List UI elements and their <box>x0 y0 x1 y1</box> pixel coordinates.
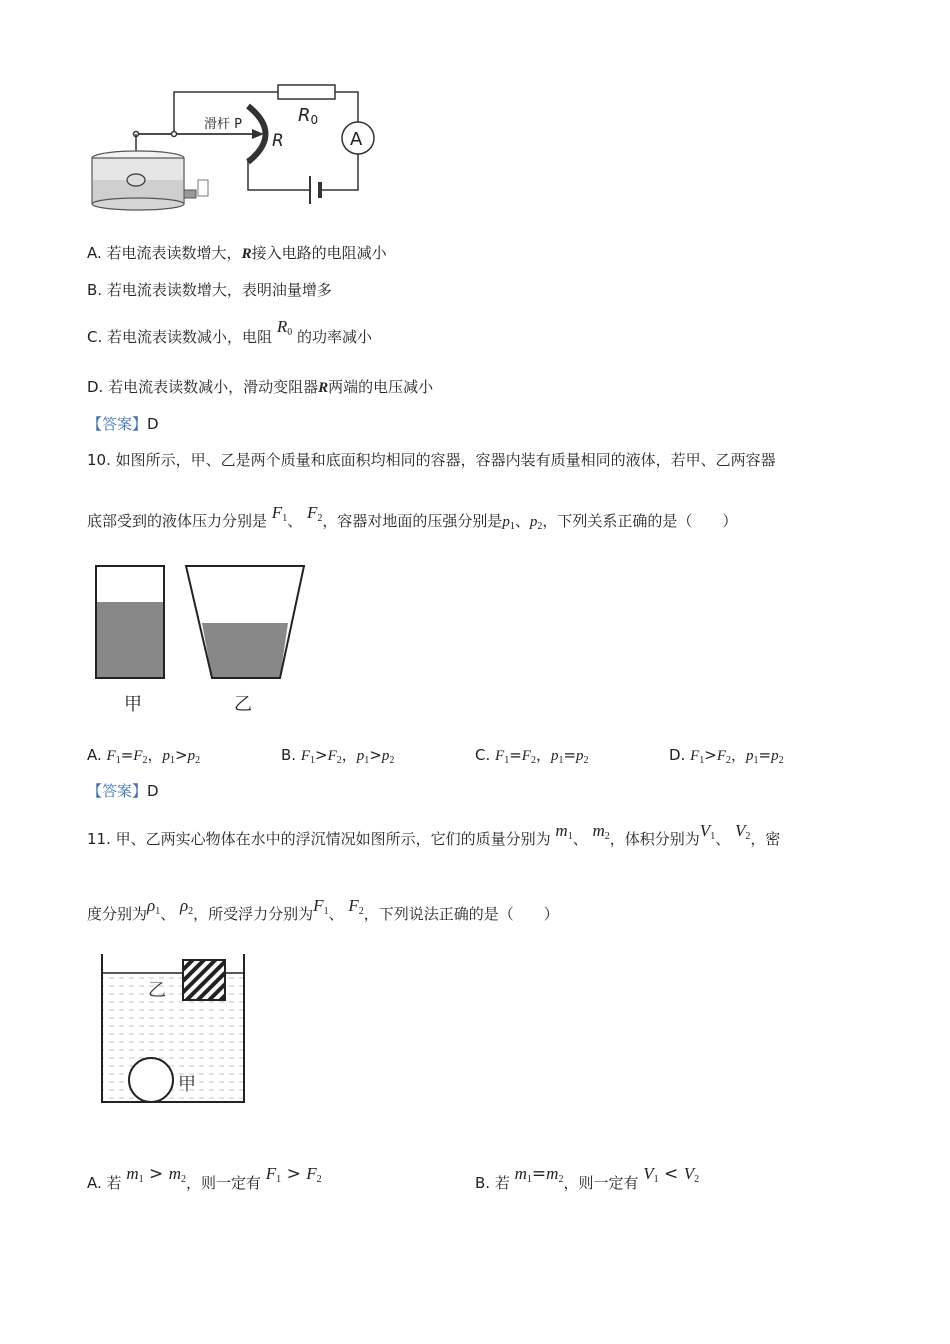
force-f2: $F_2$ <box>327 748 342 766</box>
q11-stem-line2: 度分别为$\rho_1$、 $\rho_2$，所受浮力分别为$F_1$、 $F_2$，下列说法正确的是（ ） <box>87 896 559 923</box>
force-f1: $F_1$ <box>106 748 121 766</box>
option-text: 若电流表读数减小，电阻 <box>107 328 273 346</box>
buoyancy-f1: $F_1$ <box>313 896 329 917</box>
buoyancy-f2: $F_2$ <box>348 896 364 917</box>
relation: > <box>174 746 188 764</box>
buoyancy-f1: $F_1$ <box>265 1164 282 1185</box>
resistor-r0 <box>278 85 335 99</box>
pressure-p1: $p_1$ <box>746 748 759 766</box>
mass-m1: $m_1$ <box>126 1164 144 1185</box>
containers-figure <box>90 560 330 720</box>
pressure-p1: $p_1$ <box>356 748 370 766</box>
object-jia-sphere <box>129 1058 173 1102</box>
ammeter-label: A <box>350 129 363 150</box>
option-letter: C. <box>87 328 103 346</box>
q10-option-a[interactable]: A. $F_1=F_2$，$p_1>p_2$ <box>87 746 201 766</box>
option-text: 若电流表读数增大，表明油量增多 <box>106 281 332 299</box>
volume-v1: $V_1$ <box>643 1164 659 1185</box>
q10-option-c[interactable]: C. $F_1=F_2$，$p_1=p_2$ <box>475 746 589 766</box>
pressure-p2: $p_2$ <box>529 514 543 532</box>
relation: > <box>315 746 328 764</box>
relation: > <box>369 746 382 764</box>
mass-m1: $m_1$ <box>555 821 573 842</box>
oil-gauge-circuit-figure <box>88 78 388 218</box>
option-text: 若电流表读数增大， <box>106 244 242 262</box>
answer-value: D <box>147 782 159 800</box>
float <box>127 174 145 186</box>
container-yi-label: 乙 <box>234 694 252 715</box>
relation: > <box>286 1164 301 1184</box>
option-text: 接入电路的电阻减小 <box>251 244 387 262</box>
container-jia-liquid <box>96 602 164 678</box>
variable-r0: $R_0$ <box>276 317 293 338</box>
force-f1: $F_1$ <box>300 748 316 766</box>
mass-m2: $m_2$ <box>168 1164 186 1185</box>
force-f1: $F_1$ <box>690 748 705 766</box>
option-text: 两端的电压减小 <box>328 378 434 396</box>
tank-tap <box>184 190 196 198</box>
option-text: 的功率减小 <box>297 328 373 346</box>
variable-r: R <box>318 380 329 396</box>
relation: = <box>531 1164 547 1184</box>
variable-resistor-label: R <box>272 131 284 151</box>
option-text: 若电流表读数减小，滑动变阻器 <box>108 378 319 396</box>
relation: > <box>149 1164 164 1184</box>
pressure-p1: $p_1$ <box>162 748 175 766</box>
relation: > <box>704 746 717 764</box>
option-letter: B. <box>87 281 103 299</box>
q11-option-b[interactable]: B. 若 $m_1=m_2$，则一定有 $V_1 < V_2$ <box>475 1164 700 1192</box>
answer-tag: 【答案】 <box>87 415 148 433</box>
q11-stem-line1: 11. 甲、乙两实心物体在水中的浮沉情况如图所示，它们的质量分别为 $m_1$、 $m_2$，体积分别为$V_1$、 $V_2$，密 <box>87 821 781 848</box>
relation: = <box>563 746 577 764</box>
mass-m2: $m_2$ <box>592 821 610 842</box>
volume-v2: $V_2$ <box>683 1164 700 1185</box>
slider-label: 滑杆 P <box>204 117 242 132</box>
relation: < <box>664 1164 679 1184</box>
mass-m2: $m_2$ <box>546 1164 564 1185</box>
object-yi-block <box>183 960 225 1000</box>
q9-option-d[interactable] <box>87 376 433 397</box>
circuit-wire-left <box>248 158 310 190</box>
q10-answer <box>87 780 159 801</box>
container-yi-liquid <box>202 623 288 678</box>
q9-answer <box>87 413 159 434</box>
q11-option-a[interactable]: A. 若 $m_1 > m_2$，则一定有 $F_1 > F_2$ <box>87 1164 322 1192</box>
buoyancy-f2: $F_2$ <box>306 1164 322 1185</box>
pressure-p2: $p_2$ <box>381 748 395 766</box>
option-letter: A. <box>87 244 102 262</box>
object-jia-label: 甲 <box>178 1074 196 1095</box>
q9-option-b[interactable] <box>87 279 332 300</box>
q10-option-d[interactable]: D. $F_1>F_2$，$p_1=p_2$ <box>669 746 784 766</box>
answer-value: D <box>147 415 159 433</box>
container-jia-label: 甲 <box>124 694 142 715</box>
q10-stem-line1: 10. 如图所示，甲、乙是两个质量和底面积均相同的容器，容器内装有质量相同的液体，若甲、乙两容器 <box>87 451 776 469</box>
force-f2: $F_2$ <box>716 748 732 766</box>
relation: = <box>758 746 772 764</box>
variable-r: R <box>241 246 252 262</box>
pressure-p2: $p_2$ <box>771 748 784 766</box>
oil-tank-bottom <box>92 198 184 210</box>
option-letter: D. <box>87 378 104 396</box>
force-f2: $F_2$ <box>133 748 148 766</box>
q10-stem-line2: 底部受到的液体压力分别是 $F_1$、 $F_2$，容器对地面的压强分别是$p_1$、$p_2$，下列关系正确的是（ ） <box>87 503 738 532</box>
density-rho2: $\rho_2$ <box>179 896 194 917</box>
pressure-p2: $p_2$ <box>187 748 201 766</box>
force-f2: $F_2$ <box>306 503 323 524</box>
density-rho1: $\rho_1$ <box>147 896 161 917</box>
floating-objects-figure <box>98 950 258 1110</box>
mass-m1: $m_1$ <box>514 1164 532 1185</box>
circuit-wire-right <box>335 92 358 122</box>
relation: = <box>120 746 134 764</box>
force-f1: $F_1$ <box>271 503 288 524</box>
pressure-p2: $p_2$ <box>576 748 589 766</box>
q10-option-b[interactable]: B. $F_1>F_2$，$p_1>p_2$ <box>281 746 395 766</box>
relation: = <box>509 746 522 764</box>
circuit-wire-bottom <box>322 154 358 190</box>
volume-v1: $V_1$ <box>699 821 716 842</box>
force-f2: $F_2$ <box>521 748 536 766</box>
junction-dot <box>172 132 177 137</box>
resistor-r0-label: R0 <box>298 105 319 127</box>
q9-option-a[interactable] <box>87 242 387 263</box>
pressure-p1: $p_1$ <box>502 514 515 532</box>
volume-v2: $V_2$ <box>734 821 751 842</box>
pressure-p1: $p_1$ <box>550 748 564 766</box>
force-f1: $F_1$ <box>495 748 510 766</box>
answer-tag: 【答案】 <box>87 782 148 800</box>
q9-option-c[interactable] <box>87 317 373 348</box>
tank-tap-handle <box>198 180 208 196</box>
object-yi-label: 乙 <box>148 980 166 1001</box>
